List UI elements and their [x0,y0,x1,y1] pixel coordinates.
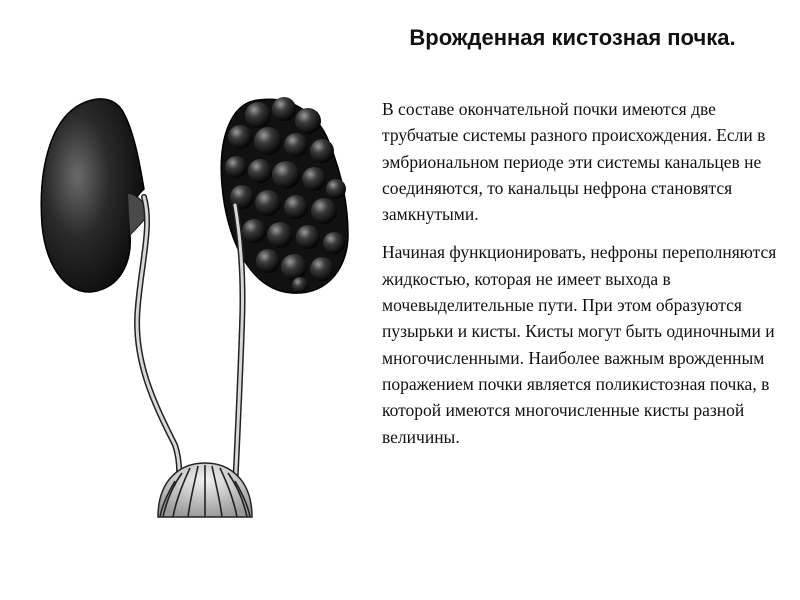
paragraph-1: В составе окончательной почки имеются две трубчатые системы разного происхождения. Если в эмбриональном периоде эти системы канальцев не соединяются, то канальцы нефрона становятся замкнутыми. [382,99,766,225]
paragraph-2: Начиная функционировать, нефроны переполняются жидкостью, которая не имеет выхода в мочевыделительные пути. При этом образуются пузырьки и кисты. Кисты могут быть одиночными и многочисленными. Наиболее важным врожденным поражением почки является поликистозная почка, в которой имеются многочисленные кисты разной величины. [382,242,777,447]
slide-title: Врожденная кистозная почка. [409,25,736,50]
body-text [382,96,782,450]
right-ureter [235,205,243,490]
kidney-illustration [30,85,370,525]
normal-kidney [41,99,148,292]
left-ureter [137,197,179,490]
